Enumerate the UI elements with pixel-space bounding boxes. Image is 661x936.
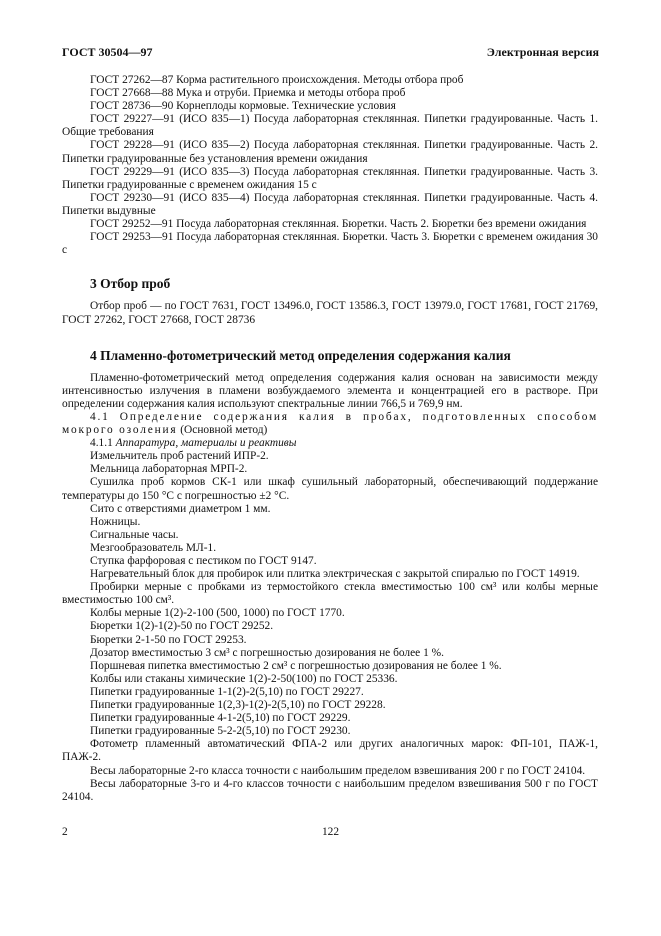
equipment-item: Мезгообразователь МЛ-1. [90,541,217,554]
subsection-4-1-title: 4.1 Определение содержания калия в пробах, подготовленных способом мокрого озоления [62,410,598,437]
equipment-item: Весы лабораторные 2-го класса точности с наибольшим пределом взвешивания 200 г по ГОСТ 24104. [90,764,586,777]
reference-item: ГОСТ 29253—91 Посуда лабораторная стеклянная. Бюретки. Часть 3. Бюретки с временем ожидания 30 с [62,231,598,257]
reference-item: ГОСТ 29227—91 (ИСО 835—1) Посуда лабораторная стеклянная. Пипетки градуированные. Часть 1. Общие требования [62,113,598,139]
subsection-4-1-1 [62,437,598,450]
equipment-item: Пипетки градуированные 5-2-2(5,10) по ГОСТ 29230. [90,725,351,738]
equipment-item: Колбы или стаканы химические 1(2)-2-50(100) по ГОСТ 25336. [90,672,398,685]
equipment-item: Бюретки 1(2)-1(2)-50 по ГОСТ 29252. [90,620,274,633]
equipment-item: Пробирки мерные с пробками из термостойкого стекла вместимостью 100 см³ или колбы мерные вместимостью 100 см³. [62,581,598,607]
equipment-item: Колбы мерные 1(2)-2-100 (500, 1000) по ГОСТ 1770. [90,607,345,620]
subsection-4-1-1-title: Аппаратура, материалы и реактивы [115,437,297,450]
reference-item: ГОСТ 27262—87 Корма растительного происхождения. Методы отбора проб [90,74,464,86]
equipment-item: Ножницы. [90,515,141,528]
equipment-item: Весы лабораторные 3-го и 4-го классов точности с наибольшим пределом взвешивания 500 г по ГОСТ 24104. [62,777,598,803]
equipment-item: Измельчитель проб растений ИПР-2. [90,450,269,463]
subsection-4-1-note: (Основной метод) [180,424,268,437]
equipment-item: Фотометр пламенный автоматический ФПА-2 или других аналогичных марок: ФП-101, ПАЖ-1, ПАЖ-2. [62,738,598,764]
equipment-item: Пипетки градуированные 4-1-2(5,10) по ГОСТ 29229. [90,712,351,725]
equipment-item: Сито с отверстиями диаметром 1 мм. [90,502,271,515]
section-4-heading: 4 Пламенно-фотометрический метод определения содержания калия [90,347,511,363]
page-number-center: 122 [321,826,340,838]
section-3-text: Отбор проб — по ГОСТ 7631, ГОСТ 13496.0, ГОСТ 13586.3, ГОСТ 13979.0, ГОСТ 17681, ГОСТ 21769, ГОСТ 27262, ГОСТ 27668, ГОСТ 28736 [62,300,598,326]
reference-item: ГОСТ 29230—91 (ИСО 835—4) Посуда лабораторная стеклянная. Пипетки градуированные. Часть 4. Пипетки выдувные [62,191,598,217]
reference-item: ГОСТ 27668—88 Мука и отруби. Приемка и методы отбора проб [90,87,406,100]
header-version-label: Электронная версия [486,45,599,59]
document-body [62,74,598,804]
reference-item: ГОСТ 29252—91 Посуда лабораторная стеклянная. Бюретки. Часть 2. Бюретки без времени ожидания [90,218,587,231]
equipment-item: Пипетки градуированные 1(2,3)-1(2)-2(5,10) по ГОСТ 29228. [90,699,386,712]
reference-item: ГОСТ 29229—91 (ИСО 835—3) Посуда лабораторная стеклянная. Пипетки градуированные. Часть 3. Пипетки градуированные с временем ожидания 15 с [62,165,598,191]
equipment-item: Ступка фарфоровая с пестиком по ГОСТ 9147. [90,555,317,567]
reference-item: ГОСТ 29228—91 (ИСО 835—2) Посуда лабораторная стеклянная. Пипетки градуированные. Часть 2. Пипетки градуированные без установления времени ожидания [62,139,598,165]
equipment-item: Мельница лабораторная МРП-2. [90,463,248,476]
header-standard-number: ГОСТ 30504—97 [62,45,153,59]
reference-item: ГОСТ 28736—90 Корнеплоды кормовые. Технические условия [90,100,396,113]
subsection-4-1 [62,411,598,437]
section-4-intro: Пламенно-фотометрический метод определения содержания калия основан на зависимости между интенсивностью излучения в пламени возбуждаемого элемента и концентрацией его в растворе. При определении содержания калия используют спектральные линии 766,5 и 769,9 нм. [62,371,598,410]
page-number-left: 2 [62,826,68,838]
equipment-item: Поршневая пипетка вместимостью 2 см³ с погрешностью дозирования не более 1 %. [90,659,502,672]
equipment-item: Бюретки 2-1-50 по ГОСТ 29253. [90,633,247,646]
equipment-item: Нагревательный блок для пробирок или плитка электрическая с закрытой спиралью по ГОСТ 14919. [90,568,580,581]
equipment-item: Дозатор вместимостью 3 см³ с погрешностью дозирования не более 1 %. [90,646,444,659]
equipment-item: Сигнальные часы. [90,528,179,541]
equipment-item: Пипетки градуированные 1-1(2)-2(5,10) по ГОСТ 29227. [90,685,364,698]
subsection-4-1-1-number: 4.1.1 [90,437,113,450]
equipment-item: Сушилка проб кормов СК-1 или шкаф сушильный лабораторный, обеспечивающий поддержание температуры до 150 °С с погрешностью ±2 °С. [62,476,598,502]
section-3-heading: 3 Отбор проб [90,276,171,292]
